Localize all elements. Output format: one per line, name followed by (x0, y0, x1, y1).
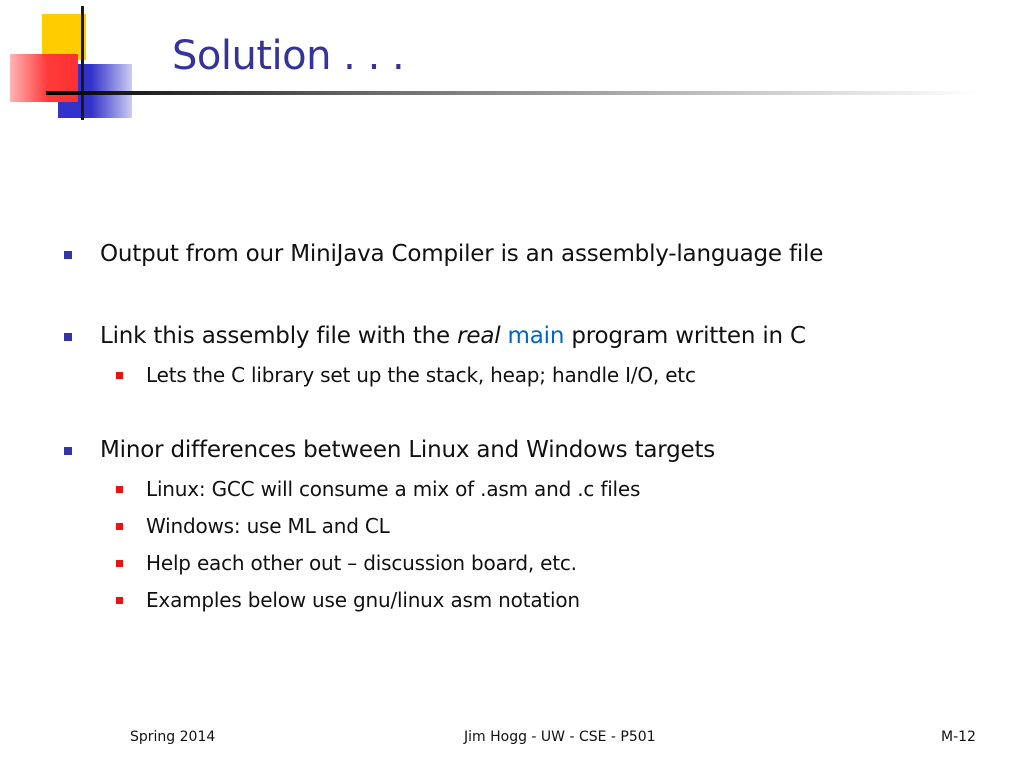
sub-bullet-item (146, 587, 580, 613)
bullet-item (100, 239, 823, 269)
sub-bullet-text: Examples below use gnu/linux asm notation (146, 588, 580, 612)
sub-bullet-text: Lets the C library set up the stack, heap; handle I/O, etc (146, 363, 696, 387)
slide-title: Solution . . . (172, 33, 405, 79)
title-underline-rule (46, 91, 976, 95)
sub-bullet-item (146, 513, 390, 539)
sub-bullet-text: Windows: use ML and CL (146, 514, 390, 538)
square-bullet-icon (64, 251, 72, 259)
square-bullet-icon (116, 486, 123, 493)
logo-vertical-line (81, 6, 84, 120)
square-bullet-icon (116, 523, 123, 530)
footer-date: Spring 2014 (130, 729, 216, 745)
sub-bullet-text: Linux: GCC will consume a mix of .asm and .c files (146, 477, 641, 501)
footer-author: Jim Hogg - UW - CSE - P501 (464, 729, 656, 745)
square-bullet-icon (116, 597, 123, 604)
bullet-text-part: program written in C (564, 323, 806, 349)
square-bullet-icon (116, 372, 123, 379)
bullet-text: Output from our MiniJava Compiler is an assembly-language file (100, 241, 824, 267)
slide-logo-graphic (0, 0, 150, 125)
sub-bullet-item (146, 550, 577, 576)
keyword-main: main (507, 323, 565, 349)
square-bullet-icon (116, 560, 123, 567)
bullet-text: Minor differences between Linux and Windows targets (100, 437, 716, 463)
bullet-item (100, 435, 715, 465)
sub-bullet-item (146, 362, 696, 388)
sub-bullet-text: Help each other out – discussion board, etc. (146, 551, 577, 575)
footer-slide-number: M-12 (941, 729, 976, 745)
square-bullet-icon (64, 447, 72, 455)
sub-bullet-item (146, 476, 640, 502)
bullet-text-part (500, 323, 507, 349)
bullet-item (100, 321, 806, 351)
square-bullet-icon (64, 333, 72, 341)
bullet-text-part: Link this assembly file with the (100, 323, 458, 349)
emphasis-real: real (457, 323, 501, 349)
